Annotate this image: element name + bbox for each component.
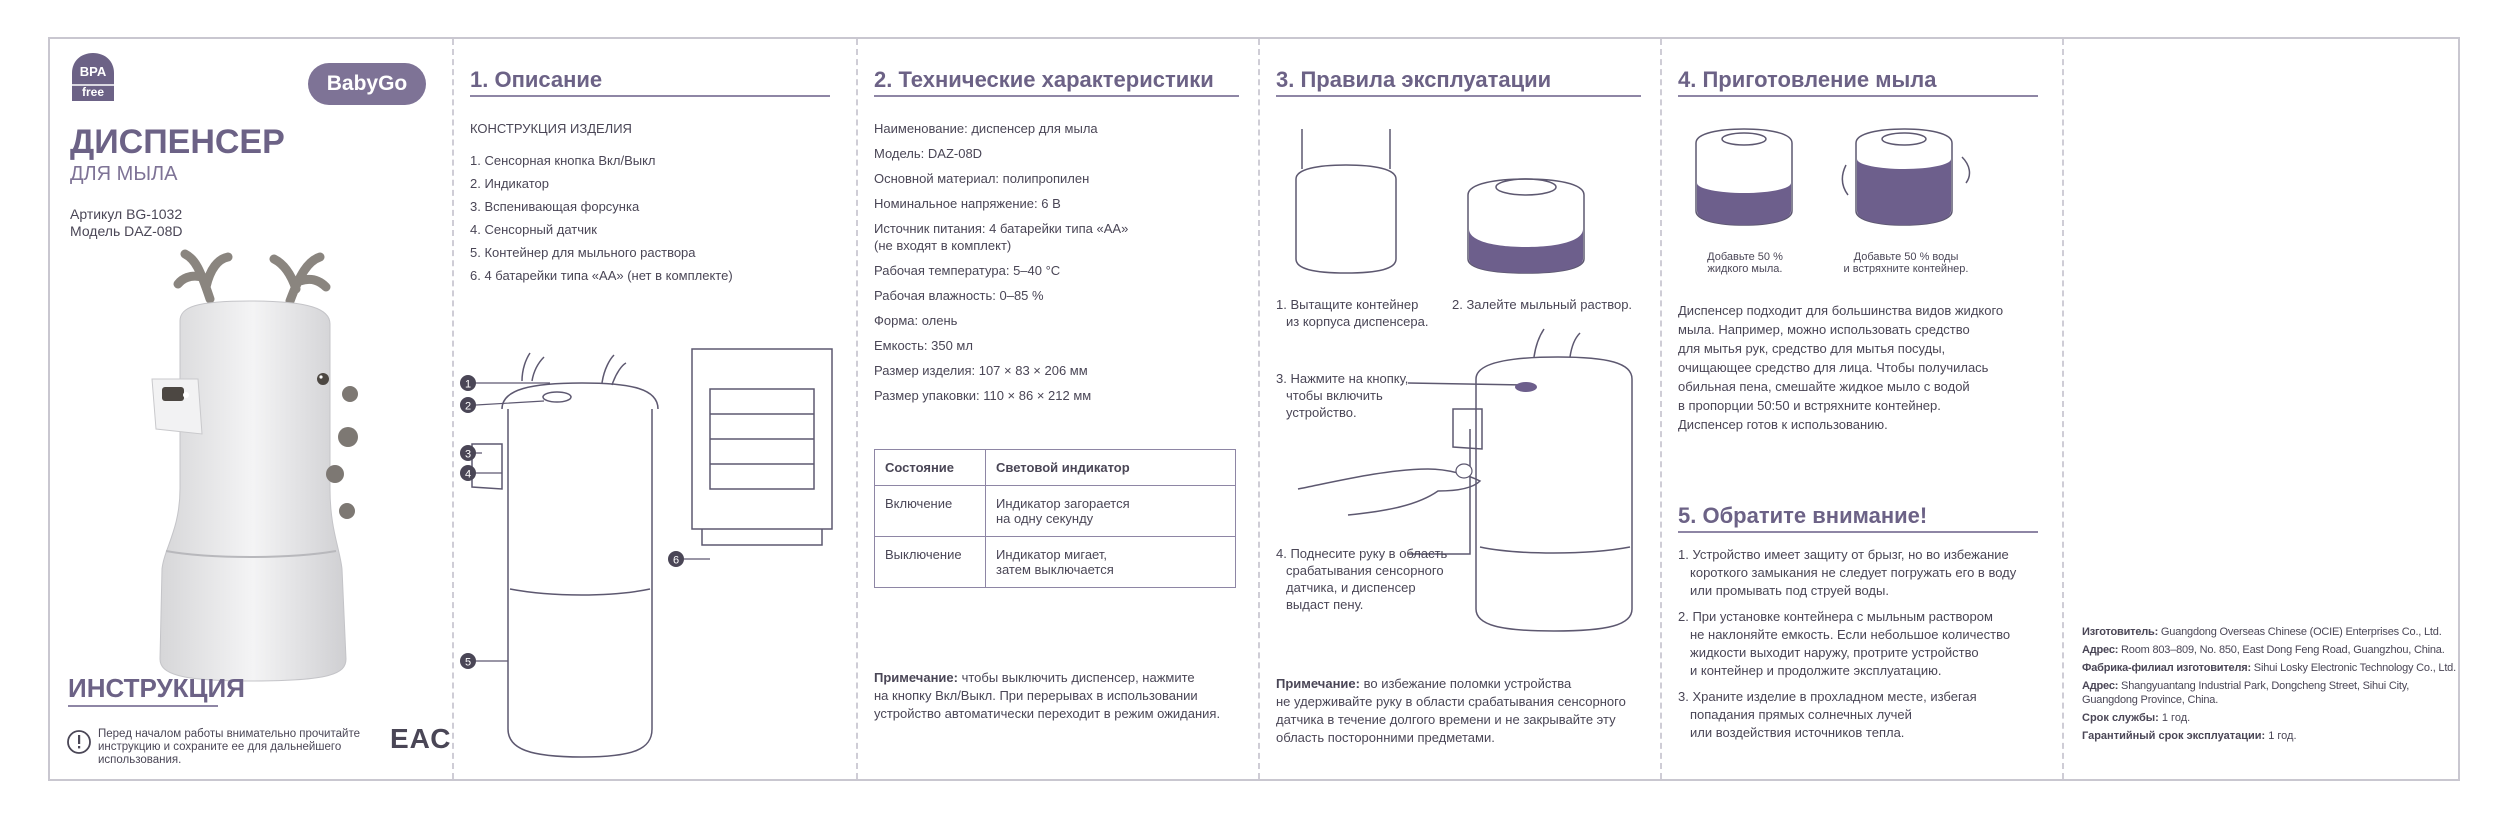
caution-line: и контейнер и продолжите эксплуатацию.: [1690, 663, 1942, 678]
caution-line: не наклоняйте емкость. Если небольшое количество: [1690, 627, 2011, 642]
spec-line: Номинальное напряжение: 6 В: [874, 196, 1061, 211]
section2-title: 2. Технические характеристики: [874, 67, 1214, 92]
callout-number: 1: [464, 378, 472, 391]
soap-body-line: очищающее средство для лица. Чтобы получилась: [1678, 360, 1989, 375]
section1-title: 1. Описание: [470, 67, 603, 92]
spec-line: Размер изделия: 107 × 83 × 206 мм: [874, 363, 1088, 378]
soap-panel: [1660, 39, 2062, 779]
usage-note: Примечание: во избежание поломки устройства: [1276, 676, 1572, 691]
address-line: Адрес: Room 803–809, No. 850, East Dong Feng Road, Guangzhou, China.: [2082, 644, 2445, 656]
spec-line: Источник питания: 4 батарейки типа «АА»: [874, 221, 1129, 236]
section5-title: 5. Обратите внимание!: [1678, 503, 1928, 528]
caution-line: попадания прямых солнечных лучей: [1690, 707, 1912, 722]
section4-title: 4. Приготовление мыла: [1678, 67, 1937, 92]
product-subtitle: ДЛЯ МЫЛА: [70, 163, 178, 185]
usage-note-line: датчика в течение долгого времени и не закрывайте эту: [1276, 712, 1616, 727]
part-item: 3. Вспенивающая форсунка: [470, 199, 640, 214]
warranty-line: Гарантийный срок эксплуатации: 1 год.: [2082, 730, 2297, 742]
spec-line: Наименование: диспенсер для мыла: [874, 121, 1098, 136]
step4-line: 4. Поднесите руку в область: [1276, 546, 1448, 561]
callout-number: 6: [672, 554, 680, 567]
callout-number: 5: [464, 656, 472, 669]
manufacturer-panel: [2062, 39, 2462, 779]
callout-number: 3: [464, 448, 472, 461]
spec-line: Размер упаковки: 110 × 86 × 212 мм: [874, 388, 1092, 403]
article-number: Артикул BG-1032: [70, 206, 183, 222]
diagram-callouts: [460, 375, 710, 669]
caution-line: 2. При установке контейнера с мыльным раствором: [1678, 609, 1993, 624]
factory-address-line: Guangdong Province, China.: [2082, 694, 2219, 706]
eac-mark: ЕАС: [390, 723, 452, 754]
table-row: [875, 486, 1236, 537]
service-life-line: Срок службы: 1 год.: [2082, 712, 2191, 724]
table-header: Световой индикатор: [986, 450, 1236, 486]
soap-body-line: мыла. Например, можно использовать средство: [1678, 322, 1970, 337]
table-cell: Включение: [875, 486, 986, 537]
part-item: 6. 4 батарейки типа «АА» (нет в комплекте): [470, 268, 733, 283]
usage-note-line: не удерживайте руку в области срабатывания сенсорного: [1276, 694, 1626, 709]
dispenser-diagram: [452, 349, 856, 769]
table-header: Состояние: [875, 450, 986, 486]
table-row: [875, 537, 1236, 588]
step4-line: срабатывания сенсорного: [1286, 563, 1444, 578]
section3-title: 3. Правила эксплуатации: [1276, 67, 1552, 92]
step3-line: устройство.: [1286, 405, 1357, 420]
manufacturer-line: Изготовитель: Guangdong Overseas Chinese (OCIE) Enterprises Co., Ltd.: [2082, 626, 2442, 638]
caution-line: короткого замыкания не следует погружать его в воду: [1690, 565, 2017, 580]
step3-line: чтобы включить: [1286, 388, 1383, 403]
bpa-free-label: free: [81, 85, 104, 99]
spec-line: (не входят в комплект): [874, 238, 1012, 253]
brand-name: BabyGo: [326, 72, 408, 95]
spec-note-line: устройство автоматически переходит в режим ожидания.: [874, 706, 1221, 721]
callout-number: 4: [464, 468, 472, 481]
caution-line: жидкости выходит наружу, протрите устройство: [1690, 645, 1979, 660]
step4-line: датчика, и диспенсер: [1286, 580, 1416, 595]
spec-line: Рабочая температура: 5–40 °С: [874, 263, 1061, 278]
callout-number: 2: [464, 400, 472, 413]
heading-underline: [68, 705, 218, 707]
soap-body-line: Диспенсер подходит для большинства видов жидкого: [1678, 303, 2004, 318]
construction-heading: КОНСТРУКЦИЯ ИЗДЕЛИЯ: [470, 121, 632, 136]
instruction-sheet: [48, 37, 2460, 781]
step1-line: 1. Вытащите контейнер: [1276, 297, 1419, 312]
caption-soap: Добавьте 50 % жидкого мыла.: [1707, 251, 1783, 275]
section5-underline: [1678, 531, 2038, 533]
step1-line: из корпуса диспенсера.: [1286, 314, 1429, 329]
table-cell: Выключение: [875, 537, 986, 588]
soap-body-line: в пропорции 50:50 и встряхните контейнер.: [1678, 398, 1941, 413]
table-cell: Индикатор загорается на одну секунду: [986, 486, 1236, 537]
step2-text: 2. Залейте мыльный раствор.: [1452, 297, 1633, 312]
section3-underline: [1276, 95, 1641, 97]
part-item: 5. Контейнер для мыльного раствора: [470, 245, 696, 260]
caution-line: или промывать под струей воды.: [1690, 583, 1889, 598]
product-title: ДИСПЕНСЕР: [70, 123, 285, 161]
model-number: Модель DAZ-08D: [70, 223, 183, 239]
soap-preparation-image: [1660, 125, 2062, 235]
caption-water: Добавьте 50 % воды и встряхните контейнер.: [1843, 251, 1969, 275]
factory-line: Фабрика-филиал изготовителя: Sihui Losky Electronic Technology Co., Ltd.: [2082, 662, 2456, 674]
deer-dispenser-image: [140, 229, 400, 689]
part-item: 1. Сенсорная кнопка Вкл/Выкл: [470, 153, 656, 168]
caution-line: 3. Храните изделие в прохладном месте, избегая: [1678, 689, 1977, 704]
factory-address-line: Адрес: Shangyuantang Industrial Park, Dongcheng Street, Sihui City,: [2082, 680, 2410, 692]
caution-line: 1. Устройство имеет защиту от брызг, но во избежание: [1678, 547, 2009, 562]
spec-note-line: на кнопку Вкл/Выкл. При перерывах в использовании: [874, 688, 1198, 703]
usage-panel: [1258, 39, 1660, 779]
cover-panel: [50, 39, 452, 779]
usage-note-line: область посторонними предметами.: [1276, 730, 1495, 745]
section2-underline: [874, 95, 1239, 97]
step3-line: 3. Нажмите на кнопку,: [1276, 371, 1409, 386]
spec-line: Основной материал: полипропилен: [874, 171, 1090, 186]
description-panel: [452, 39, 856, 779]
soap-body-line: обильная пена, смешайте жидкое мыло с водой: [1678, 379, 1970, 394]
indicator-table: [874, 449, 1236, 588]
step4-line: выдаст пену.: [1286, 597, 1364, 612]
soap-body-line: Диспенсер готов к использованию.: [1678, 417, 1888, 432]
instruction-heading: ИНСТРУКЦИЯ: [68, 673, 245, 703]
section4-underline: [1678, 95, 2038, 97]
caution-line: или воздействия источников тепла.: [1690, 725, 1905, 740]
part-item: 4. Сенсорный датчик: [470, 222, 597, 237]
specs-panel: [856, 39, 1258, 779]
spec-line: Модель: DAZ-08D: [874, 146, 983, 161]
part-item: 2. Индикатор: [470, 176, 550, 191]
soap-body-line: для мытья рук, средство для мытья посуды,: [1678, 341, 1946, 356]
spec-line: Рабочая влажность: 0–85 %: [874, 288, 1044, 303]
spec-line: Форма: олень: [874, 313, 958, 328]
section1-underline: [470, 95, 830, 97]
spec-line: Емкость: 350 мл: [874, 338, 973, 353]
spec-note: Примечание: чтобы выключить диспенсер, нажмите: [874, 670, 1195, 685]
warning-icon: [66, 729, 92, 755]
bpa-label: BPA: [79, 64, 107, 79]
table-cell: Индикатор мигает, затем выключается: [986, 537, 1236, 588]
warning-text: Перед началом работы внимательно прочитайте инструкцию и сохраните ее для дальнейшего использования.: [98, 728, 360, 766]
